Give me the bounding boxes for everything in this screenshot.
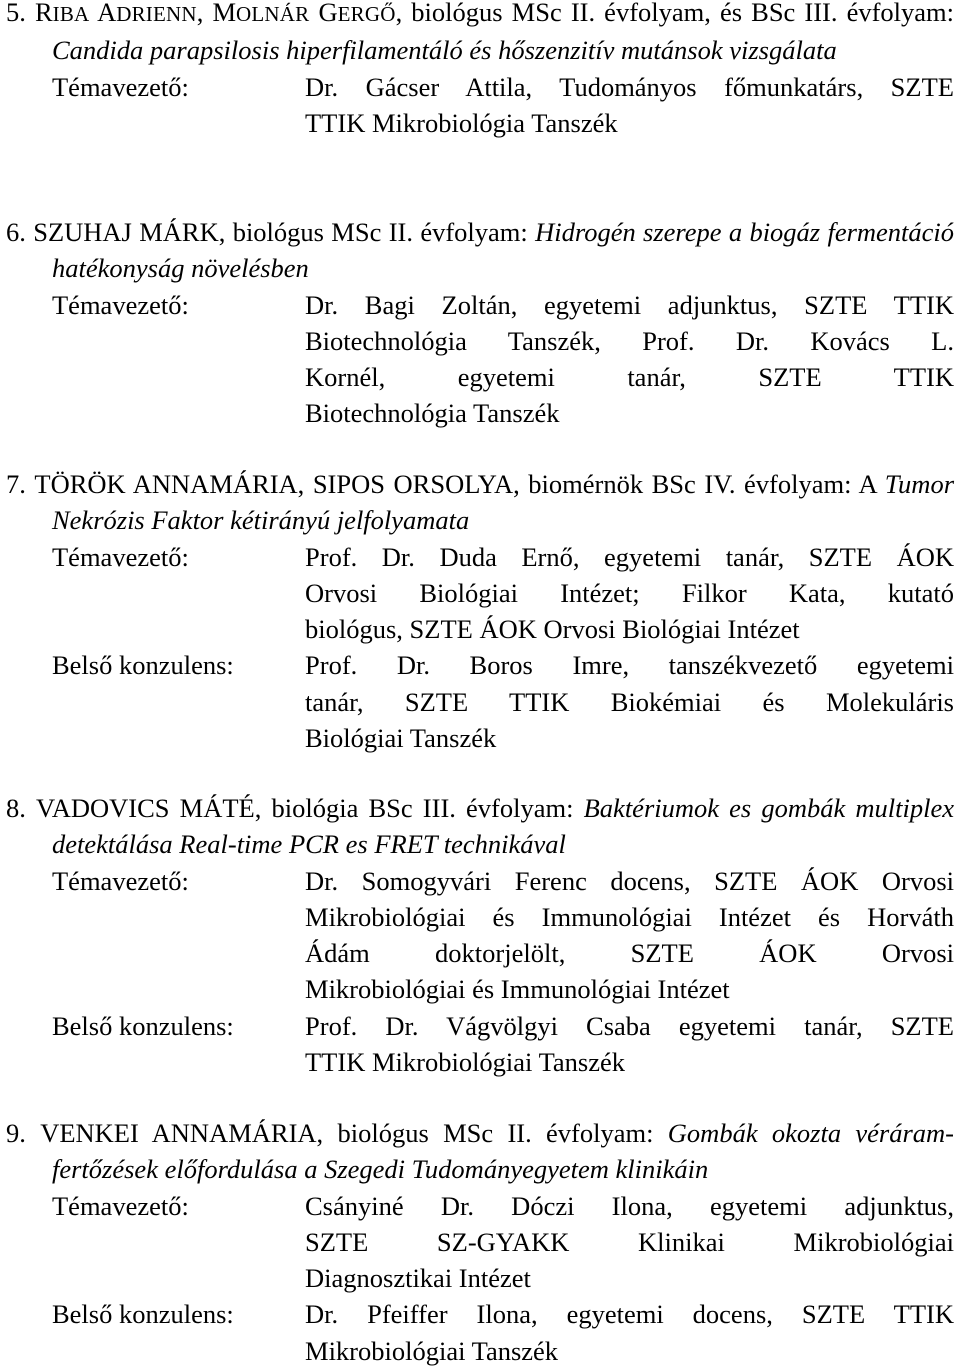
supervisor-names	[305, 69, 954, 142]
role-label: Témavezető:	[52, 289, 189, 320]
supervisor-row	[0, 287, 954, 432]
supervisor-line: Csányiné Dr. Dóczi Ilona, egyetemi adjunktus,	[305, 1190, 954, 1221]
role-label: Belső konzulens:	[52, 1299, 234, 1330]
name-rest: ERGŐ	[337, 2, 396, 26]
entry-heading	[0, 0, 954, 69]
name-rest: IBA	[52, 2, 90, 26]
name-caps: VADOVICS MÁTÉ	[36, 793, 255, 823]
supervisor-row	[0, 539, 954, 648]
consultant-names	[305, 1008, 954, 1081]
consultant-row	[0, 1296, 954, 1369]
name-rest: DRIENN	[116, 2, 197, 26]
name-caps: SZUHAJ MÁRK	[33, 217, 219, 247]
supervisor-line: Dr. Bagi Zoltán, egyetemi adjunktus, SZTE TTIK	[305, 289, 954, 320]
supervisor-line: SZTE SZ-GYAKK Klinikai Mikrobiológiai	[305, 1226, 954, 1257]
thesis-title: Gombák okozta véráram-fertőzések előfordulása a Szegedi Tudományegyetem klinikáin	[52, 1118, 955, 1185]
supervisor-row	[0, 69, 954, 142]
consultant-names	[305, 647, 954, 756]
supervisor-row	[0, 1188, 954, 1297]
supervisor-line: biológus, SZTE ÁOK Orvosi Biológiai Intézet	[305, 614, 800, 645]
thesis-title: Baktériumok es gombák multiplex detektálása Real-time PCR es FRET technikával	[52, 793, 955, 860]
role-label: Témavezető:	[52, 71, 189, 102]
student-name: VENKEI ANNAMÁRIA,	[40, 1118, 324, 1148]
supervisor-line: Kornél, egyetemi tanár, SZTE TTIK	[305, 362, 954, 393]
entry-heading	[0, 790, 954, 863]
entry-number: 9.	[6, 1118, 26, 1148]
consultant-names	[305, 1296, 954, 1369]
program: biológus MSc II. évfolyam:	[232, 217, 528, 247]
name-initial: M	[212, 0, 237, 27]
consultant-row	[0, 647, 954, 756]
program: biológus MSc II. évfolyam, és BSc III. évfolyam:	[411, 0, 955, 27]
name-caps: TÖRÖK ANNAMÁRIA, SIPOS ORSOLYA	[34, 469, 514, 499]
role-label: Témavezető:	[52, 1190, 189, 1221]
supervisor-names	[305, 287, 954, 432]
student-name: MOLNÁR GERGŐ,	[212, 0, 402, 27]
supervisor-names	[305, 539, 954, 648]
consultant-line: Dr. Pfeiffer Ilona, egyetemi docens, SZTE TTIK	[305, 1299, 954, 1330]
entry-number: 6.	[6, 217, 26, 247]
student-name: TÖRÖK ANNAMÁRIA, SIPOS ORSOLYA,	[34, 469, 520, 499]
role-label: Belső konzulens:	[52, 650, 234, 681]
supervisor-names	[305, 863, 954, 1008]
supervisor-line: Ádám doktorjelölt, SZTE ÁOK Orvosi	[305, 938, 954, 969]
student-name: VADOVICS MÁTÉ,	[36, 793, 262, 823]
supervisor-names	[305, 1188, 954, 1297]
supervisor-line: Biotechnológia Tanszék	[305, 398, 560, 429]
student-name: SZUHAJ MÁRK,	[33, 217, 226, 247]
entry-number: 8.	[6, 793, 26, 823]
role-label: Belső konzulens:	[52, 1010, 234, 1041]
entry-8	[0, 790, 954, 1080]
supervisor-row	[0, 863, 954, 1008]
thesis-title: Hidrogén szerepe a biogáz fermentáció hatékonyság növelésben	[52, 217, 955, 284]
name-initial: A	[97, 0, 117, 27]
entry-number: 7.	[6, 469, 26, 499]
program: biomérnök BSc IV. évfolyam:	[528, 469, 852, 499]
role-label: Témavezető:	[52, 541, 189, 572]
consultant-line: Prof. Dr. Boros Imre, tanszékvezető egyetemi	[305, 650, 954, 681]
supervisor-line: Dr. Somogyvári Ferenc docens, SZTE ÁOK Orvosi	[305, 865, 954, 896]
supervisor-line: TTIK Mikrobiológia Tanszék	[305, 107, 618, 138]
consultant-line: Mikrobiológiai Tanszék	[305, 1335, 559, 1366]
supervisor-line: Dr. Gácser Attila, Tudományos főmunkatárs, SZTE	[305, 71, 954, 102]
supervisor-line: Mikrobiológiai és Immunológiai Intézet	[305, 974, 730, 1005]
supervisor-line: Orvosi Biológiai Intézet; Filkor Kata, kutató	[305, 577, 954, 608]
thesis-title: Tumor Nekrózis Faktor kétirányú jelfolyamata	[52, 469, 955, 536]
name-caps: VENKEI ANNAMÁRIA	[40, 1118, 317, 1148]
consultant-line: TTIK Mikrobiológiai Tanszék	[305, 1047, 626, 1078]
name-initial: G	[318, 0, 338, 27]
consultant-line: tanár, SZTE TTIK Biokémiai és Molekuláris	[305, 686, 954, 717]
program: biológus MSc II. évfolyam:	[337, 1118, 654, 1148]
supervisor-line: Biotechnológia Tanszék, Prof. Dr. Kovács L.	[305, 325, 954, 356]
entry-7	[0, 466, 954, 756]
name-initial: R	[34, 0, 53, 27]
role-label: Témavezető:	[52, 865, 189, 896]
thesis-title: Candida parapsilosis hiperfilamentáló és hőszenzitív mutánsok vizsgálata	[52, 35, 837, 66]
consultant-row	[0, 1008, 954, 1081]
entry-heading	[0, 214, 954, 287]
program: biológia BSc III. évfolyam:	[271, 793, 574, 823]
entry-6	[0, 214, 954, 432]
entry-heading	[0, 1115, 954, 1188]
entry-number: 5.	[6, 0, 26, 27]
consultant-line: Biológiai Tanszék	[305, 723, 497, 754]
supervisor-line: Prof. Dr. Duda Ernő, egyetemi tanár, SZTE ÁOK	[305, 541, 954, 572]
entry-9	[0, 1115, 954, 1369]
name-rest: OLNÁR	[236, 2, 310, 26]
entry-heading	[0, 466, 954, 539]
student-name: RIBA ADRIENN,	[35, 0, 203, 27]
supervisor-line: Diagnosztikai Intézet	[305, 1263, 531, 1294]
entry-5	[0, 0, 954, 141]
supervisor-line: Mikrobiológiai és Immunológiai Intézet és Horváth	[305, 901, 954, 932]
consultant-line: Prof. Dr. Vágvölgyi Csaba egyetemi tanár, SZTE	[305, 1010, 954, 1041]
title-lead: A	[858, 469, 877, 499]
